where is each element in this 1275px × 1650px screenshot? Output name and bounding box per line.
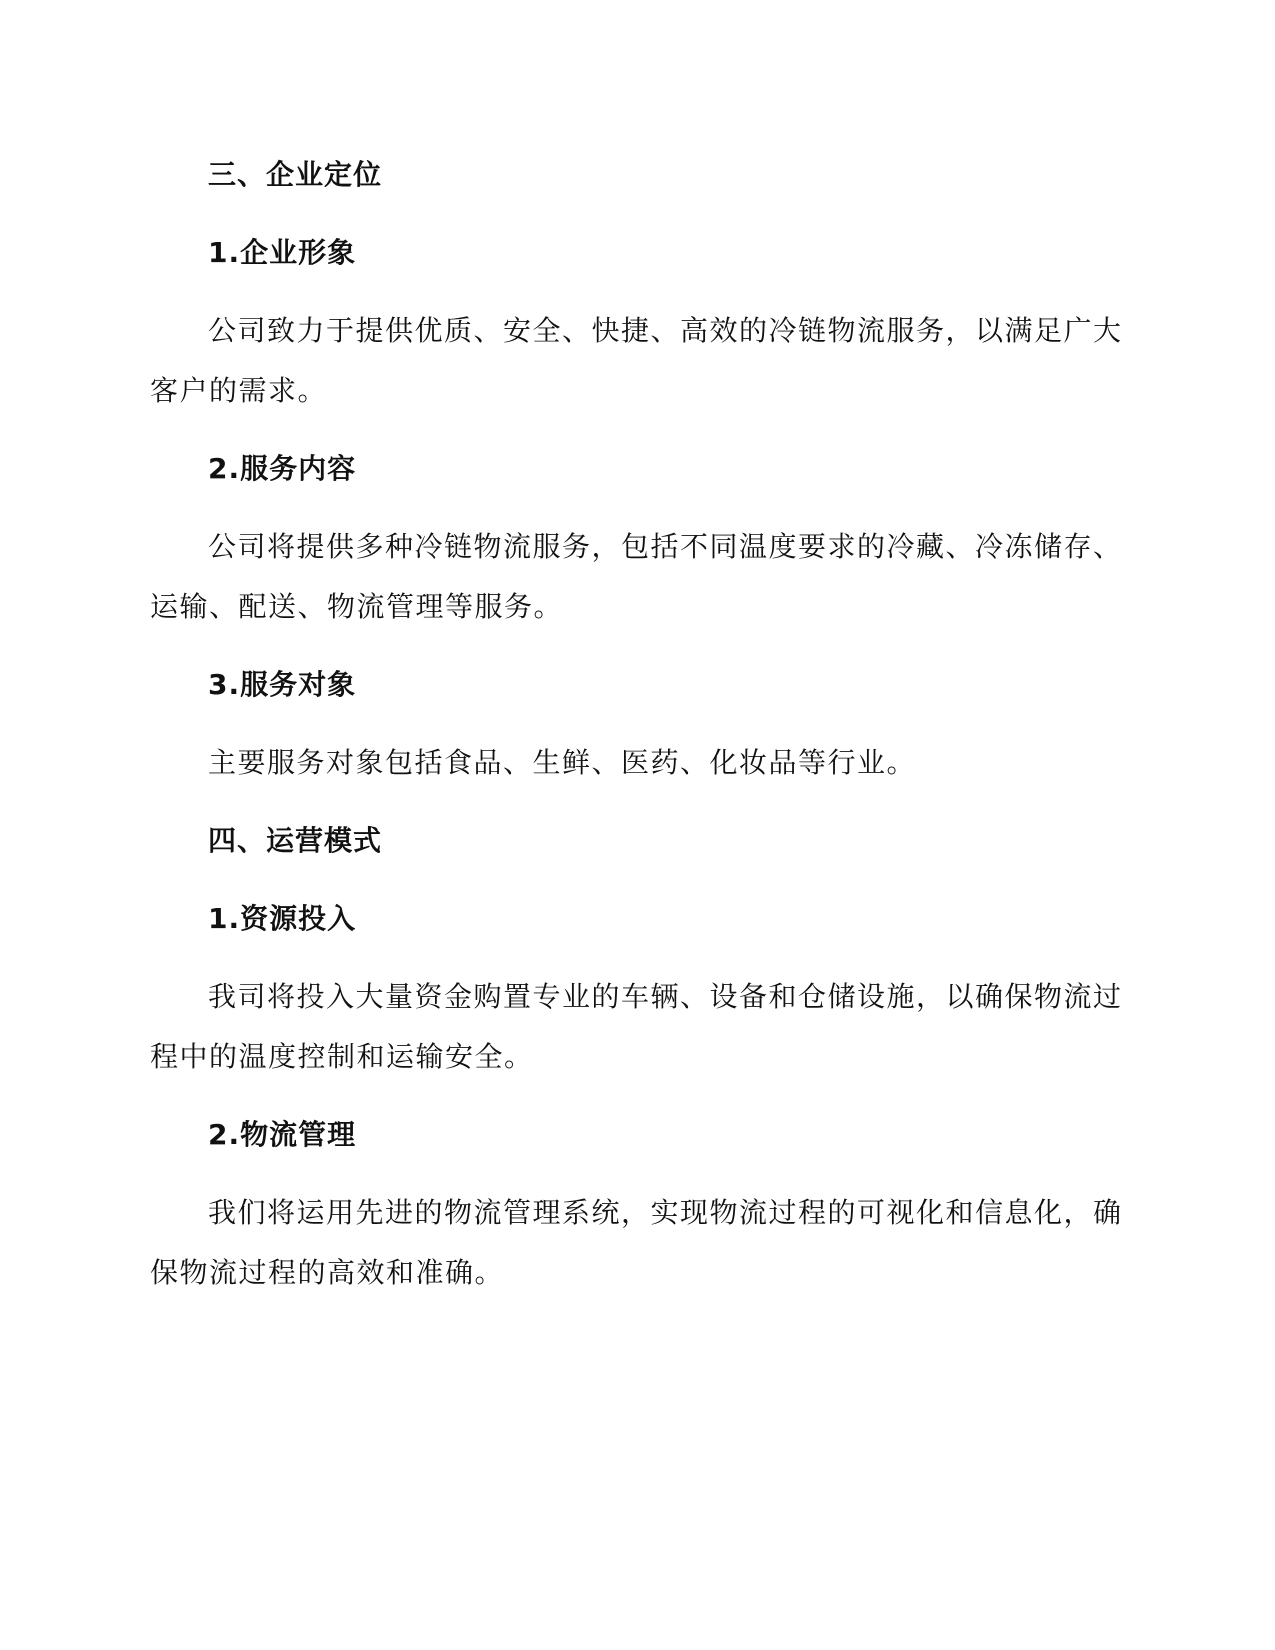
paragraph-logistics-management: 我们将运用先进的物流管理系统，实现物流过程的可视化和信息化，确保物流过程的高效和准确。 bbox=[150, 1196, 1123, 1289]
subheading-service-targets: 3.服务对象 bbox=[208, 668, 357, 701]
paragraph-service-content: 公司将提供多种冷链物流服务，包括不同温度要求的冷藏、冷冻储存、运输、配送、物流管理等服务。 bbox=[150, 530, 1123, 623]
section-heading-positioning: 三、企业定位 bbox=[208, 158, 383, 191]
paragraph-corporate-image: 公司致力于提供优质、安全、快捷、高效的冷链物流服务，以满足广大客户的需求。 bbox=[150, 314, 1123, 407]
section-heading-operating-model: 四、运营模式 bbox=[208, 824, 383, 857]
subheading-service-content: 2.服务内容 bbox=[208, 452, 357, 485]
paragraph-resource-investment: 我司将投入大量资金购置专业的车辆、设备和仓储设施，以确保物流过程中的温度控制和运输安全。 bbox=[150, 980, 1123, 1073]
subheading-resource-investment: 1.资源投入 bbox=[208, 902, 357, 935]
subheading-corporate-image: 1.企业形象 bbox=[208, 236, 357, 269]
document-body bbox=[150, 145, 1125, 1321]
subheading-logistics-management: 2.物流管理 bbox=[208, 1118, 357, 1151]
paragraph-service-targets: 主要服务对象包括食品、生鲜、医药、化妆品等行业。 bbox=[208, 746, 917, 779]
